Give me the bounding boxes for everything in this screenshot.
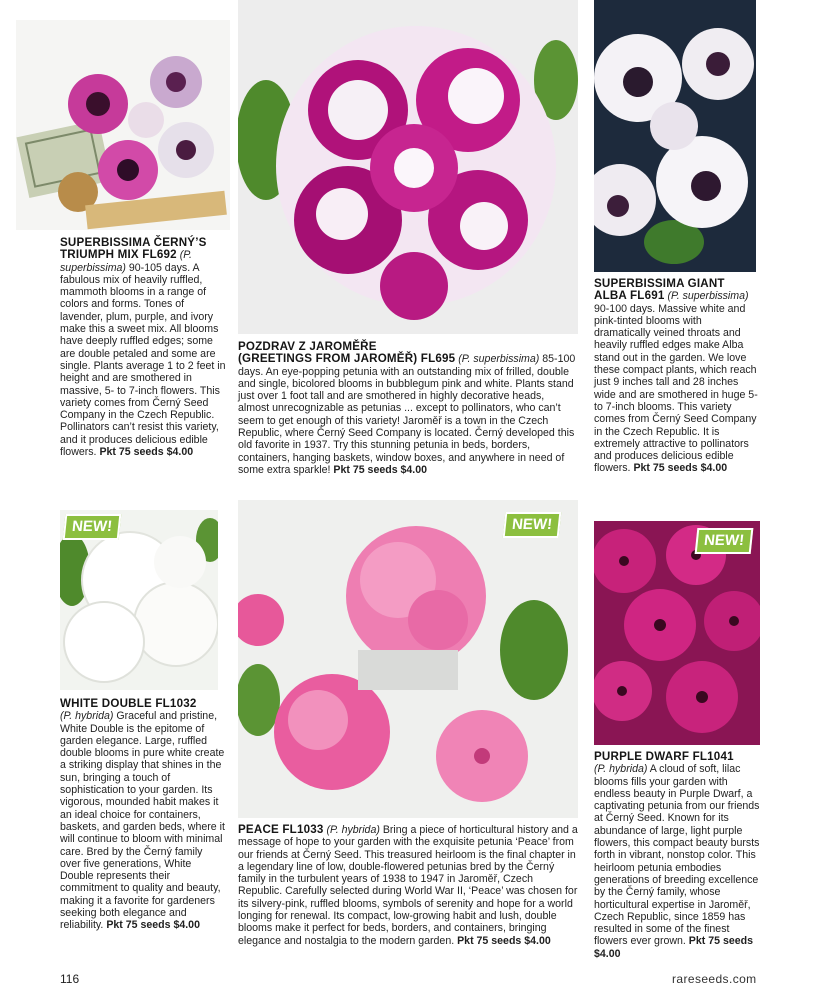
new-badge-peace: NEW! xyxy=(503,512,562,538)
price: Pkt 75 seeds $4.00 xyxy=(633,462,728,475)
description: Graceful and pristine, White Double is the epitome of garden elegance. Large, ruffled double blooms in pure white create a striking display that shines in the sun, bringing a touch of sophistication to your garden. Its vigorous, mounded habit makes it an ideal choice for containers, baskets, and garden beds, where it will continue to bloom with minimal care. Bred by the Černý family over five generations, White Double represents their commitment to quality and beauty, making it a favorite for gardeners seeking both elegance and reliability. xyxy=(60,710,225,932)
alba-photo xyxy=(594,0,756,272)
product-code: FL1033 xyxy=(282,823,324,836)
description: 85-100 days. An eye-popping petunia with an outstanding mix of frilled, double and single, bicolored blooms in bubblegum pink and white. Plants stand just over 1 foot tall and are smothered in highly decorative heads, almost unrecognizable as petunias ... except to pollinators, who can’t seem to get enough of this variety! Jaroměř is a town in the Czech Republic, where Černý Seed Company is located. Černý developed this old favorite in 1937. Try this stunning petunia in beds, borders, containers, hanging baskets, window boxes, and anywhere in need of some extra sparkle! xyxy=(238,353,576,476)
product-code: FL1032 xyxy=(155,697,197,710)
new-badge-white-double: NEW! xyxy=(63,514,122,540)
entry-title: SUPERBISSIMA GIANT ALBA FL691 xyxy=(594,277,725,303)
purple-dwarf-photo xyxy=(594,521,760,745)
description: 90-100 days. Massive white and pink-tinted blooms with dramatically veined throats and heavily ruffled edges make Alba stand out in the garden. We love these compact plants, which reach just 9 inches tall and 28 inches wide and are smothered in huge 5- to 7-inch blooms. This variety comes from Černý Seed Company in the Czech Republic. It is extremely attractive to pollinators and produces delicious edible flowers. xyxy=(594,302,758,475)
description: A cloud of soft, lilac blooms fills your garden with endless beauty in Purple Dwarf, a captivating petunia from our friends at Černý Seed. Known for its abundance of large, light purple flowers, this compact beauty bursts forth in vibrant, nonstop color. This heirloom petunia embodies generations of breeding excellence by the Černý family, whose horticultural expertise in Jaroměř, Czech Republic, since 1859 has resulted in some of the finest flowers ever grown. xyxy=(594,763,760,948)
entry-giant-alba xyxy=(594,278,760,475)
entry-title: WHITE DOUBLE FL1032 xyxy=(60,697,197,710)
entry-triumph-mix xyxy=(60,237,226,458)
product-code: FL1041 xyxy=(692,750,734,763)
product-code: FL692 xyxy=(142,248,177,262)
latin-name: (P. superbissima) xyxy=(667,290,749,303)
entry-title: PURPLE DWARF FL1041 xyxy=(594,750,734,763)
latin-name: (P. hybrida) xyxy=(594,763,648,776)
site-url: rareseeds.com xyxy=(672,972,757,986)
page-number: 116 xyxy=(60,972,80,986)
latin-name: (P. superbissima) xyxy=(458,353,540,366)
price: Pkt 75 seeds $4.00 xyxy=(594,935,753,960)
latin-name: (P. superbissima) xyxy=(60,249,192,274)
product-code: FL691 xyxy=(630,289,665,303)
price: Pkt 75 seeds $4.00 xyxy=(106,919,200,932)
entry-title: PEACE FL1033 xyxy=(238,823,324,836)
entry-peace xyxy=(238,824,578,947)
price: Pkt 75 seeds $4.00 xyxy=(99,446,194,459)
entry-purple-dwarf xyxy=(594,751,760,960)
pozdrav-photo xyxy=(238,0,578,334)
new-badge-purple-dwarf: NEW! xyxy=(695,528,754,554)
latin-name: (P. hybrida) xyxy=(326,824,380,836)
entry-title: POZDRAV Z JAROMĚŘE (GREETINGS FROM JAROMĚŘ) FL695 xyxy=(238,340,456,366)
entry-pozdrav xyxy=(238,341,578,476)
description: Bring a piece of horticultural history and a message of hope to your garden with the exquisite petunia ‘Peace’ from our friends at Černý Seed. This treasured heirloom is the final chapter in a legendary line of low, double-flowered petunias bred by the Černý family in the turbulent years of 1938 to 1947 in Jaroměř, Czech Republic. Carefully selected during World War II, ‘Peace’ was chosen for its silvery-pink, ruffled blooms, symbols of serenity and hope for a world longing for renewal. Its compact, low-growing habit and lush, double blooms make it perfect for beds, borders, and containers, bringing elegance and nostalgia to the modern garden. xyxy=(238,824,578,947)
entry-white-double xyxy=(60,698,226,932)
product-code: FL695 xyxy=(420,352,456,366)
entry-title: SUPERBISSIMA ČERNÝ’S TRIUMPH MIX FL692 xyxy=(60,236,207,262)
triumph-mix-photo xyxy=(16,20,230,230)
peace-photo xyxy=(238,500,578,818)
description: 90-105 days. A fabulous mix of heavily ruffled, mammoth blooms in a range of colors and forms. Tones of lavender, plum, purple, and ivory make this a sweet mix. All blooms have deeply ruffled edges; some are double petaled and some are single. Plants average 1 to 2 feet in height and are smothered in massive, 5- to 7-inch flowers. This variety comes from Černý Seed Company in the Czech Republic. Pollinators can’t resist this variety, and it produces delicious edible flowers. xyxy=(60,261,226,459)
price: Pkt 75 seeds $4.00 xyxy=(457,934,551,947)
latin-name: (P. hybrida) xyxy=(60,710,114,723)
price: Pkt 75 seeds $4.00 xyxy=(333,463,428,476)
